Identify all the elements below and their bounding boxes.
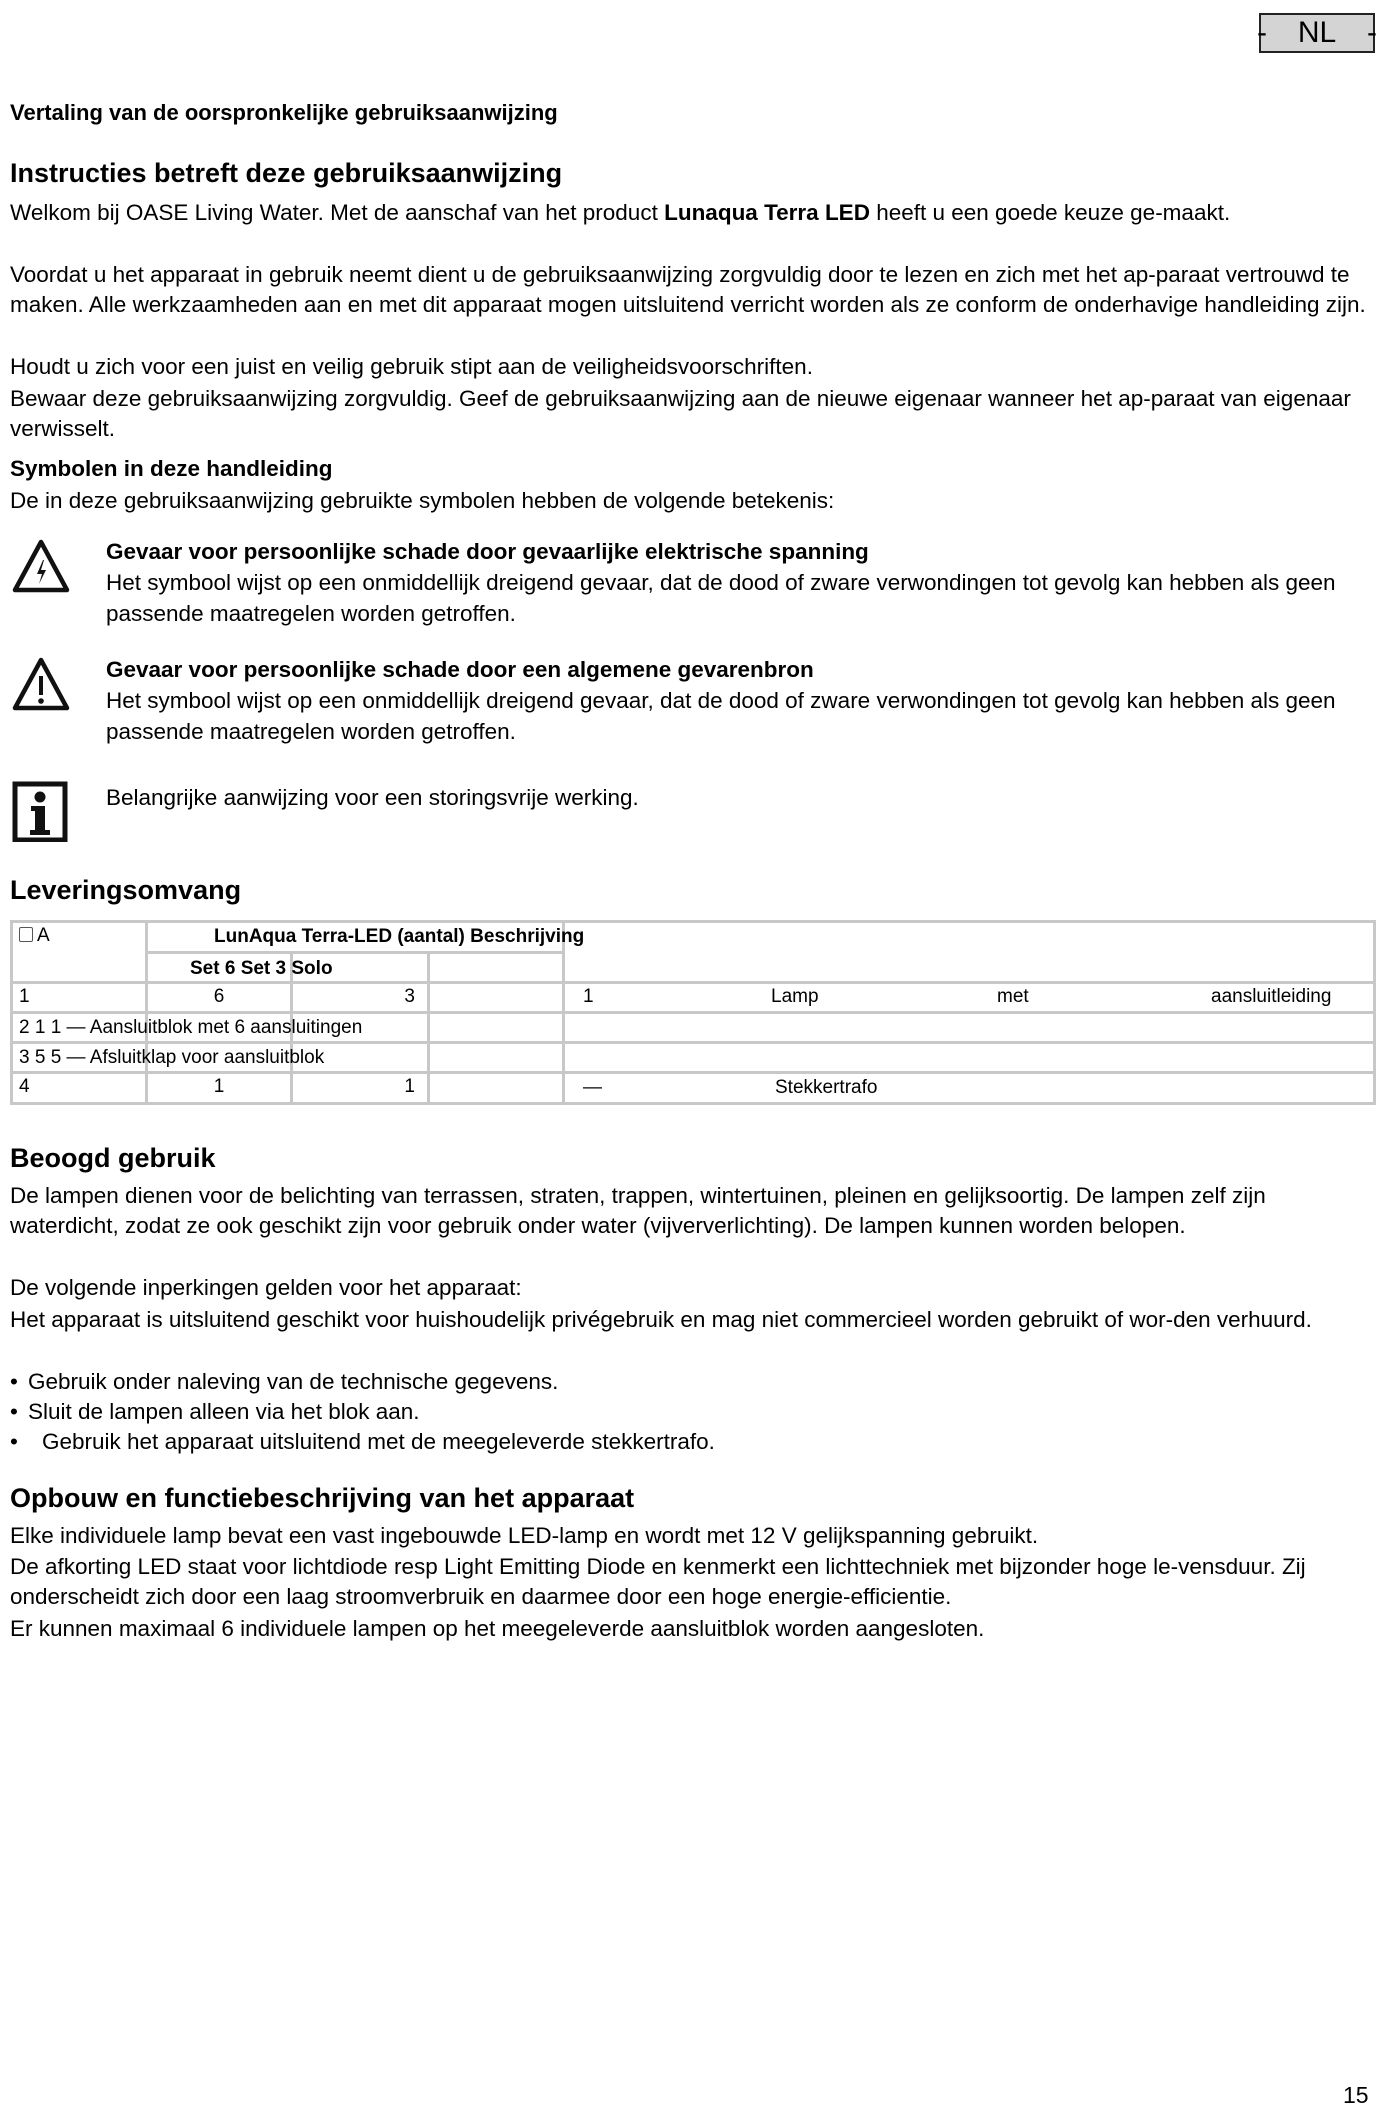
- symbol-description: Het symbool wijst op een onmiddellijk dreigend gevaar, dat de dood of zware verwondingen tot gevolg kan hebben als geen passende maatregelen worden getroffen.: [106, 688, 1336, 744]
- language-code: NL: [1297, 16, 1337, 49]
- list-item: • Gebruik onder naleving van de technische gegevens.: [10, 1367, 1370, 1397]
- table-row-4-solo: [427, 1071, 565, 1105]
- list-item: • Gebruik het apparaat uitsluitend met de meegeleverde stekkertrafo.: [10, 1427, 1370, 1457]
- desc-word: Stekkertrafo: [775, 1077, 878, 1098]
- table-row-1-set6: 6: [145, 981, 293, 1014]
- restrictions-list: [10, 1367, 1370, 1457]
- construction-paragraph-1: Elke individuele lamp bevat een vast ingebouwde LED-lamp en wordt met 12 V gelijkspanning gebruikt.: [10, 1523, 1039, 1548]
- table-row-4-desc: [562, 1071, 1376, 1105]
- desc-word: aansluitleiding: [1211, 986, 1332, 1007]
- list-item: • Sluit de lampen alleen via het blok aan.: [10, 1397, 1370, 1427]
- table-row-1-a: 1: [10, 981, 148, 1014]
- symbol-title: Gevaar voor persoonlijke schade door gevaarlijke elektrische spanning: [106, 539, 869, 564]
- checkbox-glyph-icon: [19, 927, 33, 942]
- table-row-3-text: 3 5 5 — Afsluitklap voor aansluitblok: [19, 1047, 325, 1068]
- table-row-3-desc: [562, 1041, 1376, 1074]
- electrical-hazard-icon: [10, 536, 72, 598]
- table-row-1-desc: [562, 981, 1376, 1014]
- intended-use-paragraph-1: De lampen dienen voor de belichting van terrassen, straten, trappen, wintertuinen, pleinen en gelijksoortig. De lampen zelf zijn waterdicht, zodat ze ook geschikt zijn voor gebruik onder water (vijververlichting). De lampen kunnen worden belopen.: [10, 1183, 1266, 1238]
- table-row-3-cell: [427, 1041, 565, 1074]
- symbol-item-electrical: [10, 536, 1370, 636]
- table-row-4-a: 4: [10, 1071, 148, 1105]
- construction-paragraph-3: Er kunnen maximaal 6 individuele lampen op het meegeleverde aansluitblok worden aangesloten.: [10, 1616, 985, 1641]
- desc-qty: 1: [583, 986, 594, 1007]
- symbols-intro: De in deze gebruiksaanwijzing gebruikte symbolen hebben de volgende betekenis:: [10, 488, 835, 513]
- col-a-label: A: [37, 925, 50, 946]
- table-row-4-set3: 1: [290, 1071, 430, 1105]
- badge-dash-right: -: [1366, 16, 1377, 49]
- instructions-paragraph-3: Houdt u zich voor een juist en veilig gebruik stipt aan de veiligheidsvoorschriften.: [10, 354, 813, 379]
- delivery-table: [10, 920, 1376, 1110]
- instructions-paragraph-2: Voordat u het apparaat in gebruik neemt dient u de gebruiksaanwijzing zorgvuldig door te lezen en zich met het ap-paraat vertrouwd te maken. Alle werkzaamheden aan en met dit apparaat mogen uitsluitend verricht worden als ze conform de onderhavige handleiding zijn.: [10, 262, 1366, 317]
- sub-header: Set 6 Set 3 Solo: [190, 958, 333, 979]
- table-row-2-cell: [427, 1011, 565, 1044]
- desc-word: met: [997, 986, 1029, 1007]
- table-row-4-set6: 1: [145, 1071, 293, 1105]
- symbols-heading: Symbolen in deze handleiding: [10, 456, 333, 481]
- badge-dash-left: -: [1257, 16, 1267, 49]
- symbol-item-general: [10, 654, 1370, 754]
- col-a-header: [10, 920, 148, 984]
- language-badge: [1259, 13, 1375, 53]
- desc-qty: —: [583, 1077, 602, 1098]
- symbol-description: Het symbool wijst op een onmiddellijk dreigend gevaar, dat de dood of zware verwondingen tot gevolg kan hebben als geen passende maatregelen worden getroffen.: [106, 570, 1336, 626]
- document-title: Vertaling van de oorspronkelijke gebruiksaanwijzing: [10, 100, 558, 125]
- description-header-cell: [562, 920, 1376, 984]
- intended-use-paragraph-3: Het apparaat is uitsluitend geschikt voor huishoudelijk privégebruik en mag niet commercieel worden gebruikt of wor-den verhuurd.: [10, 1307, 1312, 1332]
- product-name: Lunaqua Terra LED: [664, 200, 870, 225]
- symbol-description: Belangrijke aanwijzing voor een storingsvrije werking.: [106, 785, 639, 810]
- symbol-title: Gevaar voor persoonlijke schade door een algemene gevarenbron: [106, 657, 814, 682]
- intended-use-paragraph-2: De volgende inperkingen gelden voor het apparaat:: [10, 1275, 522, 1300]
- symbol-text-block: [106, 536, 1366, 629]
- construction-heading: Opbouw en functiebeschrijving van het apparaat: [10, 1483, 635, 1513]
- info-icon: [10, 780, 72, 842]
- p1-text-before: Welkom bij OASE Living Water. Met de aanschaf van het product: [10, 200, 665, 225]
- symbol-item-info: [10, 782, 1370, 846]
- delivery-heading: Leveringsomvang: [10, 875, 242, 905]
- general-hazard-icon: [10, 654, 72, 716]
- intended-use-heading: Beoogd gebruik: [10, 1143, 216, 1173]
- p1-text-after: heeft u een goede keuze ge-maakt.: [869, 200, 1231, 225]
- page-number: 15: [1343, 2082, 1369, 2108]
- table-row-1-solo: [427, 981, 565, 1014]
- instructions-heading: Instructies betreft deze gebruiksaanwijzing: [10, 158, 563, 188]
- table-row-2-text: 2 1 1 — Aansluitblok met 6 aansluitingen: [19, 1017, 363, 1038]
- instructions-paragraph-1: [10, 198, 1370, 228]
- instructions-paragraph-4: Bewaar deze gebruiksaanwijzing zorgvuldig. Geef de gebruiksaanwijzing aan de nieuwe eigenaar wanneer het ap-paraat van eigenaar verwisselt.: [10, 386, 1351, 441]
- group-header: LunAqua Terra-LED (aantal) Beschrijving: [214, 926, 585, 947]
- table-row-2-desc: [562, 1011, 1376, 1044]
- desc-word: Lamp: [771, 986, 819, 1007]
- symbol-text-block: [106, 654, 1366, 747]
- construction-paragraph-2: De afkorting LED staat voor lichtdiode resp Light Emitting Diode en kenmerkt een lichttechniek met bijzonder hoge le-vensduur. Zij onderscheidt zich door een laag stroomverbruik en daarmee door een hoge energie-efficientie.: [10, 1554, 1306, 1609]
- sub-header-solo-cell: [427, 951, 565, 984]
- table-row-1-set3: 3: [290, 981, 430, 1014]
